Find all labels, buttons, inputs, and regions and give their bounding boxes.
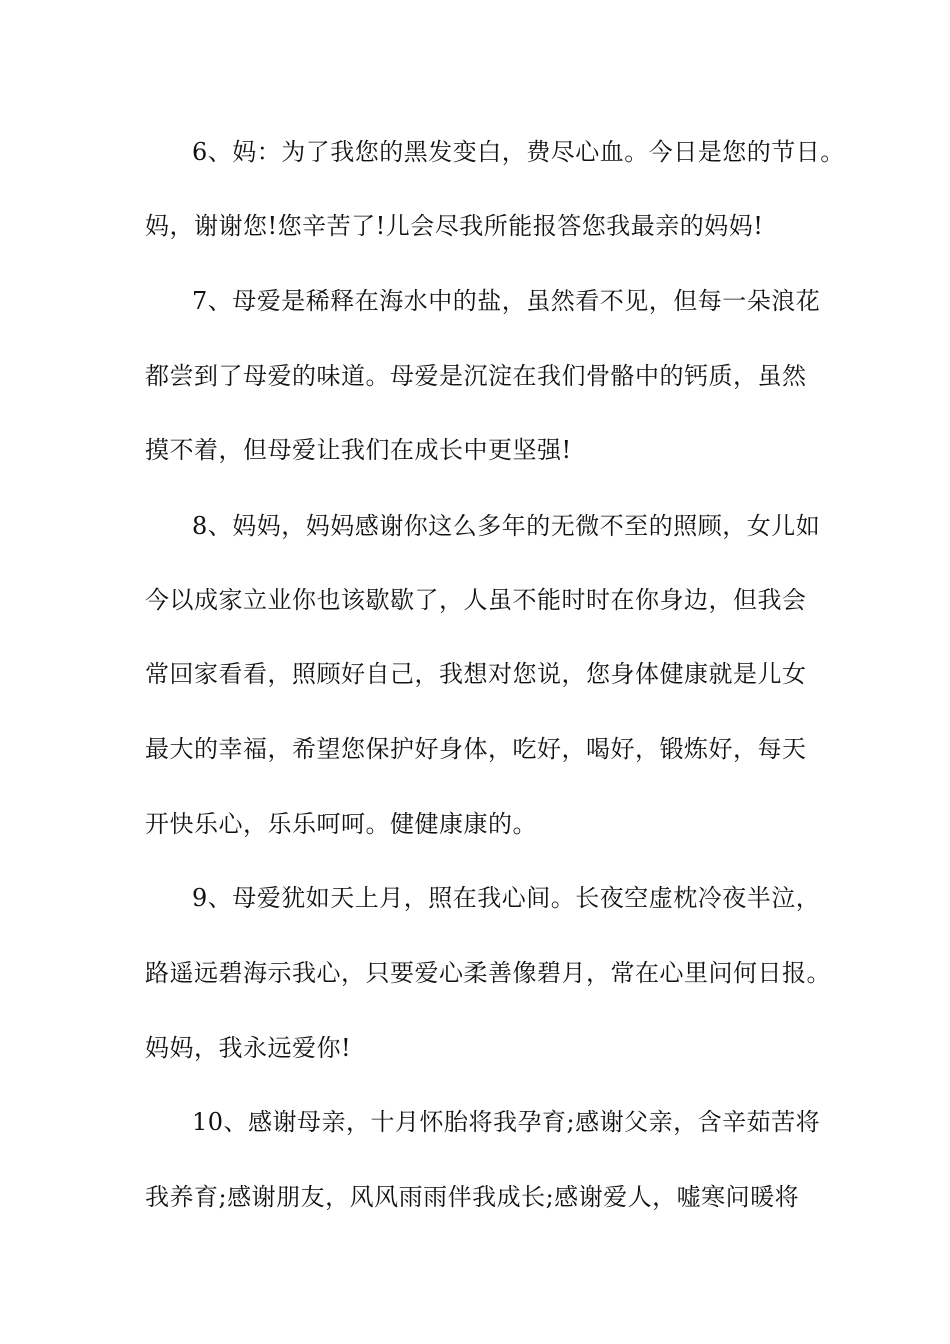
paragraph-9-line-3: 妈妈，我永远爱你!: [145, 1034, 352, 1062]
paragraph-7-line-1: 7、母爱是稀释在海水中的盐，虽然看不见，但每一朵浪花: [192, 287, 821, 315]
paragraph-8-line-1: 8、妈妈，妈妈感谢你这么多年的无微不至的照顾，女儿如: [192, 512, 821, 540]
paragraph-9-line-1: 9、母爱犹如天上月，照在我心间。长夜空虚枕冷夜半泣，: [192, 884, 821, 912]
paragraph-10-line-2: 我养育;感谢朋友，风风雨雨伴我成长;感谢爱人，嘘寒问暖将: [145, 1183, 800, 1211]
paragraph-10-line-1: 10、感谢母亲，十月怀胎将我孕育;感谢父亲，含辛茹苦将: [192, 1108, 821, 1136]
paragraph-8-line-4: 最大的幸福，希望您保护好身体，吃好，喝好，锻炼好，每天: [145, 735, 807, 763]
paragraph-8-line-5: 开快乐心，乐乐呵呵。健健康康的。: [145, 810, 537, 838]
paragraph-7-line-2: 都尝到了母爱的味道。母爱是沉淀在我们骨骼中的钙质，虽然: [145, 362, 807, 390]
paragraph-8-line-2: 今以成家立业你也该歇歇了，人虽不能时时在你身边，但我会: [145, 586, 807, 614]
paragraph-6-line-1: 6、妈：为了我您的黑发变白，费尽心血。今日是您的节日。: [192, 138, 845, 166]
paragraph-8-line-3: 常回家看看，照顾好自己，我想对您说，您身体健康就是儿女: [145, 660, 807, 688]
paragraph-6-line-2: 妈，谢谢您!您辛苦了!儿会尽我所能报答您我最亲的妈妈!: [145, 212, 764, 240]
paragraph-9-line-2: 路遥远碧海示我心，只要爱心柔善像碧月，常在心里问何日报。: [145, 959, 831, 987]
paragraph-7-line-3: 摸不着，但母爱让我们在成长中更坚强!: [145, 436, 572, 464]
